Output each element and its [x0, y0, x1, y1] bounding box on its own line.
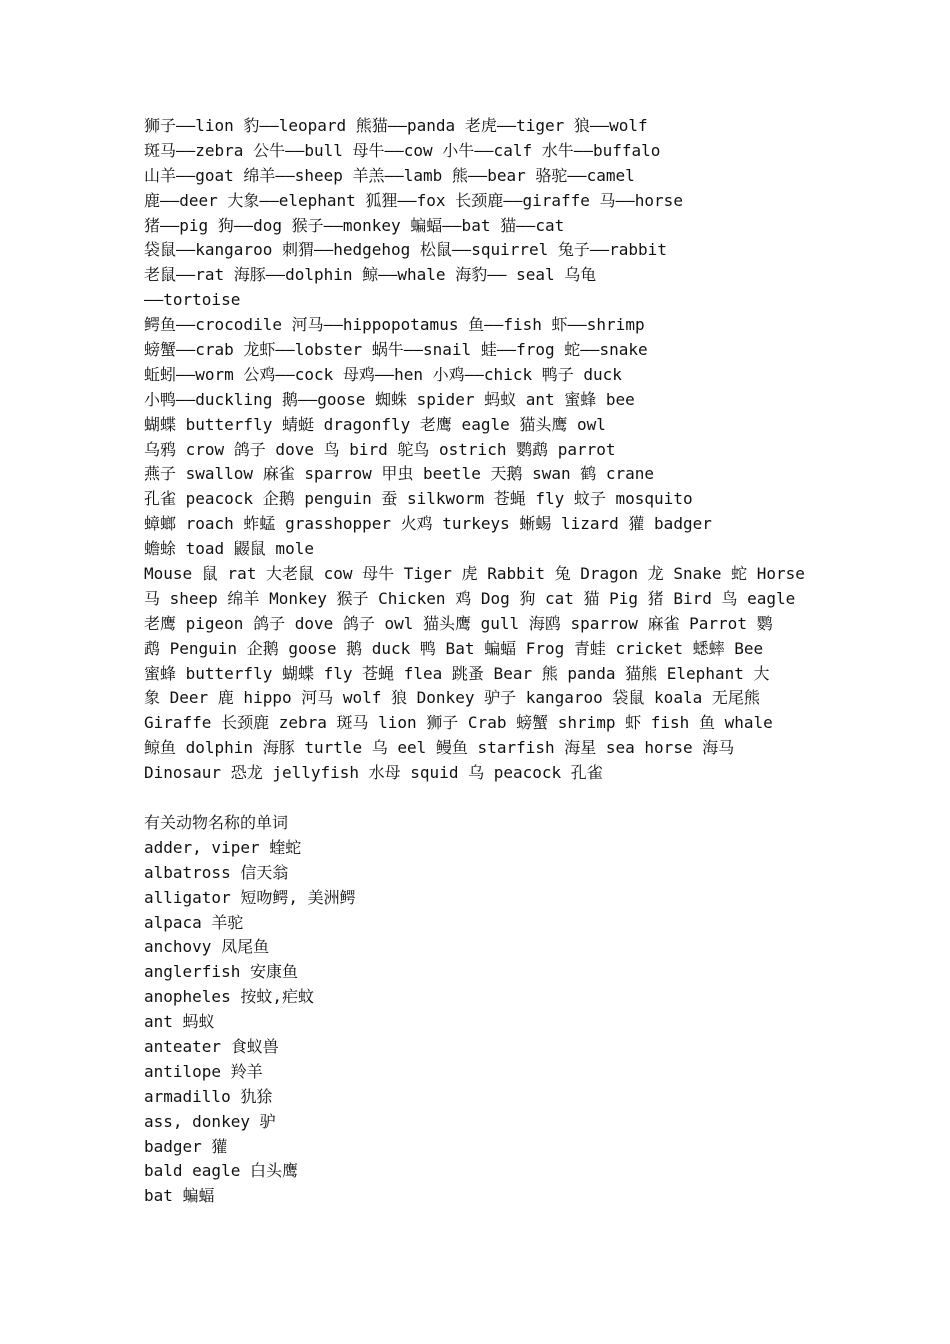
text-line: 老鼠——rat 海豚——dolphin 鲸——whale 海豹—— seal 乌龟	[144, 265, 597, 285]
vocab-item: adder, viper 蝰蛇	[144, 837, 302, 857]
vocab-item: albatross 信天翁	[144, 862, 289, 882]
text-line: 孔雀 peacock 企鹅 penguin 蚕 silkworm 苍蝇 fly 蚊子 mosquito	[144, 489, 693, 509]
text-line: 蟾蜍 toad 鼹鼠 mole	[144, 539, 314, 559]
text-line: 斑马——zebra 公牛——bull 母牛——cow 小牛——calf 水牛——buffalo	[144, 140, 661, 160]
section-heading: 有关动物名称的单词	[144, 812, 289, 832]
blank-line	[144, 786, 812, 811]
paragraph-line: 马 sheep 绵羊 Monkey 猴子 Chicken 鸡 Dog 狗 cat 猫 Pig 猪 Bird 鸟 eagle	[144, 588, 796, 608]
vocab-item: alligator 短吻鳄, 美洲鳄	[144, 887, 356, 907]
paragraph-line: Dinosaur 恐龙 jellyfish 水母 squid 乌 peacock 孔雀	[144, 763, 603, 783]
vocab-item: bat 蝙蝠	[144, 1186, 215, 1206]
paragraph-line: 蜜蜂 butterfly 蝴蝶 fly 苍蝇 flea 跳蚤 Bear 熊 panda 猫熊 Elephant 大	[144, 663, 770, 683]
text-line: 蝴蝶 butterfly 蜻蜓 dragonfly 老鹰 eagle 猫头鹰 owl	[144, 414, 606, 434]
vocab-item: badger 獾	[144, 1136, 228, 1156]
vocab-item: ant 蚂蚁	[144, 1012, 215, 1032]
text-line: 鹿——deer 大象——elephant 狐狸——fox 长颈鹿——giraffe 马——horse	[144, 190, 683, 210]
vocab-item: anglerfish 安康鱼	[144, 962, 298, 982]
vocab-item: ass, donkey 驴	[144, 1111, 276, 1131]
text-line: 袋鼠——kangaroo 刺猬——hedgehog 松鼠——squirrel 兔子——rabbit	[144, 240, 667, 260]
text-line: 鳄鱼——crocodile 河马——hippopotamus 鱼——fish 虾——shrimp	[144, 315, 645, 335]
document-page	[144, 114, 812, 1209]
text-line: 狮子——lion 豹——leopard 熊猫——panda 老虎——tiger 狼——wolf	[144, 116, 648, 135]
vocab-item: armadillo 犰狳	[144, 1086, 273, 1106]
vocab-item: alpaca 羊驼	[144, 912, 244, 932]
text-line: 小鸭——duckling 鹅——goose 蜘蛛 spider 蚂蚁 ant 蜜蜂 bee	[144, 389, 635, 409]
text-line: 乌鸦 crow 鸽子 dove 鸟 bird 鸵鸟 ostrich 鹦鹉 parrot	[144, 439, 616, 459]
text-line: 山羊——goat 绵羊——sheep 羊羔——lamb 熊——bear 骆驼——camel	[144, 165, 635, 185]
paragraph-line: 象 Deer 鹿 hippo 河马 wolf 狼 Donkey 驴子 kangaroo 袋鼠 koala 无尾熊	[144, 688, 760, 708]
text-line: 蟑螂 roach 蚱蜢 grasshopper 火鸡 turkeys 蜥蜴 lizard 獾 badger	[144, 514, 712, 534]
text-line: 猪——pig 狗——dog 猴子——monkey 蝙蝠——bat 猫——cat	[144, 215, 565, 235]
paragraph-line: 鹉 Penguin 企鹅 goose 鹅 duck 鸭 Bat 蝙蝠 Frog 青蛙 cricket 蟋蟀 Bee	[144, 638, 764, 658]
text-line: ——tortoise	[144, 290, 241, 310]
paragraph-line: Mouse 鼠 rat 大老鼠 cow 母牛 Tiger 虎 Rabbit 兔 Dragon 龙 Snake 蛇 Horse	[144, 564, 805, 584]
paragraph-line: 老鹰 pigeon 鸽子 dove 鸽子 owl 猫头鹰 gull 海鸥 sparrow 麻雀 Parrot 鹦	[144, 613, 773, 633]
vocabulary-list	[144, 836, 812, 1209]
mixed-vocabulary-paragraph	[144, 562, 812, 786]
paragraph-line: Giraffe 长颈鹿 zebra 斑马 lion 狮子 Crab 螃蟹 shrimp 虾 fish 鱼 whale	[144, 713, 773, 733]
vocab-item: bald eagle 白头鹰	[144, 1161, 298, 1181]
paragraph-line: 鲸鱼 dolphin 海豚 turtle 乌 eel 鳗鱼 starfish 海星 sea horse 海马	[144, 738, 735, 758]
vocab-item: anchovy 凤尾鱼	[144, 937, 270, 957]
text-line: 燕子 swallow 麻雀 sparrow 甲虫 beetle 天鹅 swan 鹤 crane	[144, 464, 655, 484]
vocab-item: anopheles 按蚊,疟蚊	[144, 987, 314, 1007]
animal-pairs-section	[144, 114, 812, 562]
text-line: 蚯蚓——worm 公鸡——cock 母鸡——hen 小鸡——chick 鸭子 duck	[144, 364, 622, 384]
vocab-item: antilope 羚羊	[144, 1061, 263, 1081]
text-line: 螃蟹——crab 龙虾——lobster 蜗牛——snail 蛙——frog 蛇——snake	[144, 340, 648, 360]
vocab-item: anteater 食蚁兽	[144, 1036, 279, 1056]
